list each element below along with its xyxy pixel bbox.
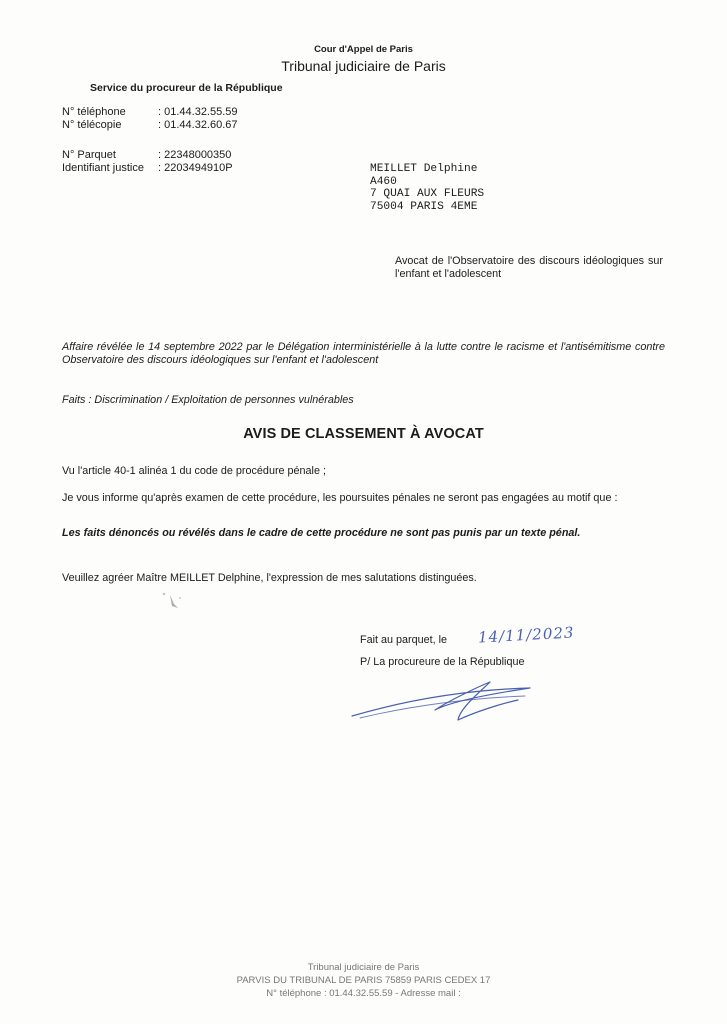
reference-label: Identifiant justice [62, 162, 144, 174]
tribunal-name: Tribunal judiciaire de Paris [281, 58, 446, 74]
closing-formula: Veuillez agréer Maître MEILLET Delphine, l'expression de mes salutations distinguées. [62, 572, 477, 584]
contact-block [62, 106, 362, 134]
contact-row-phone [62, 106, 362, 119]
fait-au-parquet-label: Fait au parquet, le [360, 634, 448, 646]
reference-label: N° Parquet [62, 149, 116, 161]
recipient-city: 75004 PARIS 4EME [370, 200, 478, 213]
references-block [62, 149, 362, 177]
signatory-title: P/ La procureure de la République [360, 656, 525, 668]
contact-value: : 01.44.32.60.67 [158, 119, 238, 131]
motif-statement: Les faits dénoncés ou révélés dans le cadre de cette procédure ne sont pas punis par un texte pénal. [62, 527, 581, 539]
reference-row-identifiant [62, 162, 362, 175]
handwritten-date: 14/11/2023 [477, 623, 575, 647]
footer-address: PARVIS DU TRIBUNAL DE PARIS 75859 PARIS CEDEX 17 [236, 975, 491, 986]
footer-contact: N° téléphone : 01.44.32.55.59 - Adresse mail : [266, 988, 461, 999]
recipient-name: MEILLET Delphine [370, 163, 478, 175]
recipient-address [370, 163, 484, 213]
recipient-street: 7 QUAI AUX FLEURS [370, 188, 485, 200]
contact-value: : 01.44.32.55.59 [158, 106, 238, 118]
article-reference: Vu l'article 40-1 alinéa 1 du code de procédure pénale ; [62, 465, 326, 477]
court-name: Cour d'Appel de Paris [314, 44, 413, 55]
ink-smudge [158, 590, 188, 612]
reference-value: : 22348000350 [158, 149, 232, 161]
recipient-role: Avocat de l'Observatoire des discours idéologiques sur l'enfant et l'adolescent [395, 255, 663, 280]
handwritten-signature [340, 672, 540, 727]
recipient-box: A460 [370, 175, 397, 188]
reference-value: : 2203494910P [158, 162, 233, 174]
service-name: Service du procureur de la République [90, 82, 283, 94]
reference-row-parquet [62, 149, 362, 162]
contact-row-fax [62, 119, 362, 132]
footer-tribunal: Tribunal judiciaire de Paris [307, 962, 420, 973]
inform-paragraph: Je vous informe qu'après examen de cette procédure, les poursuites pénales ne seront pas engagées au motif que : [62, 492, 618, 504]
faits-line: Faits : Discrimination / Exploitation de personnes vulnérables [62, 394, 354, 406]
document-title: AVIS DE CLASSEMENT À AVOCAT [243, 426, 484, 442]
contact-label: N° télécopie [62, 119, 122, 131]
affaire-description: Affaire révélée le 14 septembre 2022 par le Délégation interministérielle à la lutte contre le racisme et l'antisémitisme contre Observatoire des discours idéologiques sur l'enfant et l'adolescent [62, 341, 665, 366]
contact-label: N° téléphone [62, 106, 126, 118]
